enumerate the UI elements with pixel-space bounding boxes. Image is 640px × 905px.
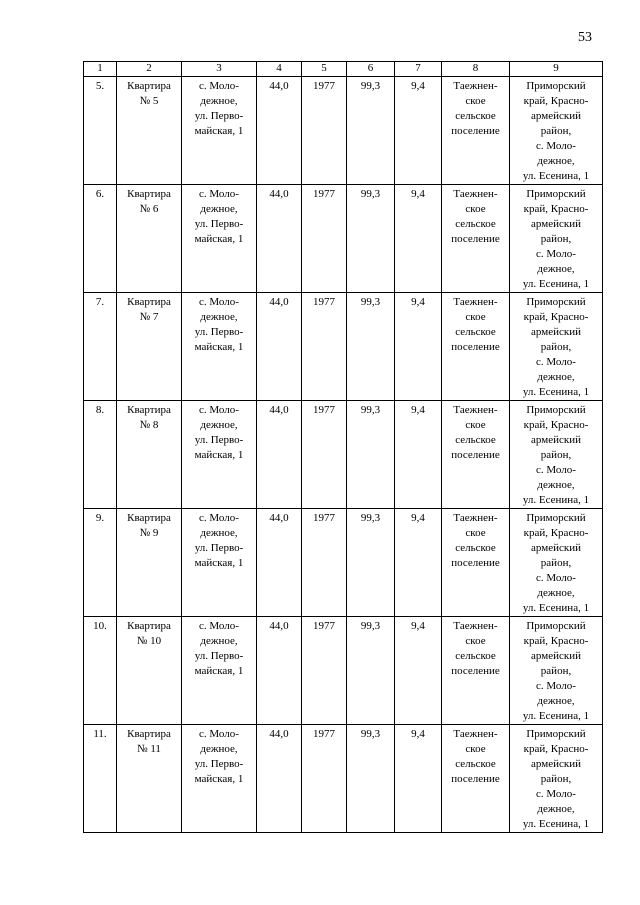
wear-cell: 9,4 [395,77,442,185]
address-cell: с. Моло- дежное, ул. Перво- майская, 1 [182,77,257,185]
row-number-cell: 5. [84,77,117,185]
table-row [84,401,603,509]
header-row [84,62,603,77]
value-cell: 99,3 [347,725,395,833]
object-name-cell: Квартира № 8 [117,401,182,509]
location-cell: Приморский край, Красно- армейский район, с. Моло- дежное, ул. Есенина, 1 [510,401,603,509]
table-row [84,509,603,617]
row-number-cell: 8. [84,401,117,509]
address-cell: с. Моло- дежное, ул. Перво- майская, 1 [182,185,257,293]
column-header: 1 [84,62,117,77]
location-cell: Приморский край, Красно- армейский район, с. Моло- дежное, ул. Есенина, 1 [510,617,603,725]
year-cell: 1977 [302,509,347,617]
column-header: 8 [442,62,510,77]
year-cell: 1977 [302,401,347,509]
wear-cell: 9,4 [395,509,442,617]
value-cell: 99,3 [347,509,395,617]
value-cell: 99,3 [347,617,395,725]
row-number-cell: 7. [84,293,117,401]
address-cell: с. Моло- дежное, ул. Перво- майская, 1 [182,725,257,833]
settlement-cell: Таежнен- ское сельское поселение [442,293,510,401]
column-header: 2 [117,62,182,77]
location-cell: Приморский край, Красно- армейский район, с. Моло- дежное, ул. Есенина, 1 [510,509,603,617]
page-number: 53 [578,30,592,45]
column-header: 9 [510,62,603,77]
value-cell: 99,3 [347,77,395,185]
settlement-cell: Таежнен- ское сельское поселение [442,509,510,617]
wear-cell: 9,4 [395,293,442,401]
area-cell: 44,0 [257,725,302,833]
location-cell: Приморский край, Красно- армейский район, с. Моло- дежное, ул. Есенина, 1 [510,725,603,833]
location-cell: Приморский край, Красно- армейский район, с. Моло- дежное, ул. Есенина, 1 [510,77,603,185]
year-cell: 1977 [302,185,347,293]
settlement-cell: Таежнен- ское сельское поселение [442,617,510,725]
object-name-cell: Квартира № 6 [117,185,182,293]
table-row [84,725,603,833]
column-header: 7 [395,62,442,77]
column-header: 4 [257,62,302,77]
wear-cell: 9,4 [395,185,442,293]
address-cell: с. Моло- дежное, ул. Перво- майская, 1 [182,509,257,617]
year-cell: 1977 [302,293,347,401]
row-number-cell: 6. [84,185,117,293]
address-cell: с. Моло- дежное, ул. Перво- майская, 1 [182,401,257,509]
row-number-cell: 10. [84,617,117,725]
settlement-cell: Таежнен- ское сельское поселение [442,725,510,833]
area-cell: 44,0 [257,185,302,293]
object-name-cell: Квартира № 10 [117,617,182,725]
value-cell: 99,3 [347,185,395,293]
area-cell: 44,0 [257,401,302,509]
property-table [83,61,603,833]
area-cell: 44,0 [257,293,302,401]
settlement-cell: Таежнен- ское сельское поселение [442,185,510,293]
settlement-cell: Таежнен- ское сельское поселение [442,401,510,509]
year-cell: 1977 [302,77,347,185]
value-cell: 99,3 [347,293,395,401]
location-cell: Приморский край, Красно- армейский район, с. Моло- дежное, ул. Есенина, 1 [510,293,603,401]
column-header: 6 [347,62,395,77]
year-cell: 1977 [302,617,347,725]
value-cell: 99,3 [347,401,395,509]
object-name-cell: Квартира № 7 [117,293,182,401]
column-header: 3 [182,62,257,77]
wear-cell: 9,4 [395,725,442,833]
location-cell: Приморский край, Красно- армейский район, с. Моло- дежное, ул. Есенина, 1 [510,185,603,293]
row-number-cell: 11. [84,725,117,833]
area-cell: 44,0 [257,617,302,725]
area-cell: 44,0 [257,77,302,185]
table-row [84,185,603,293]
wear-cell: 9,4 [395,617,442,725]
object-name-cell: Квартира № 5 [117,77,182,185]
column-header: 5 [302,62,347,77]
table-row [84,617,603,725]
wear-cell: 9,4 [395,401,442,509]
table-row [84,77,603,185]
table-row [84,293,603,401]
address-cell: с. Моло- дежное, ул. Перво- майская, 1 [182,293,257,401]
object-name-cell: Квартира № 9 [117,509,182,617]
year-cell: 1977 [302,725,347,833]
row-number-cell: 9. [84,509,117,617]
settlement-cell: Таежнен- ское сельское поселение [442,77,510,185]
object-name-cell: Квартира № 11 [117,725,182,833]
area-cell: 44,0 [257,509,302,617]
address-cell: с. Моло- дежное, ул. Перво- майская, 1 [182,617,257,725]
